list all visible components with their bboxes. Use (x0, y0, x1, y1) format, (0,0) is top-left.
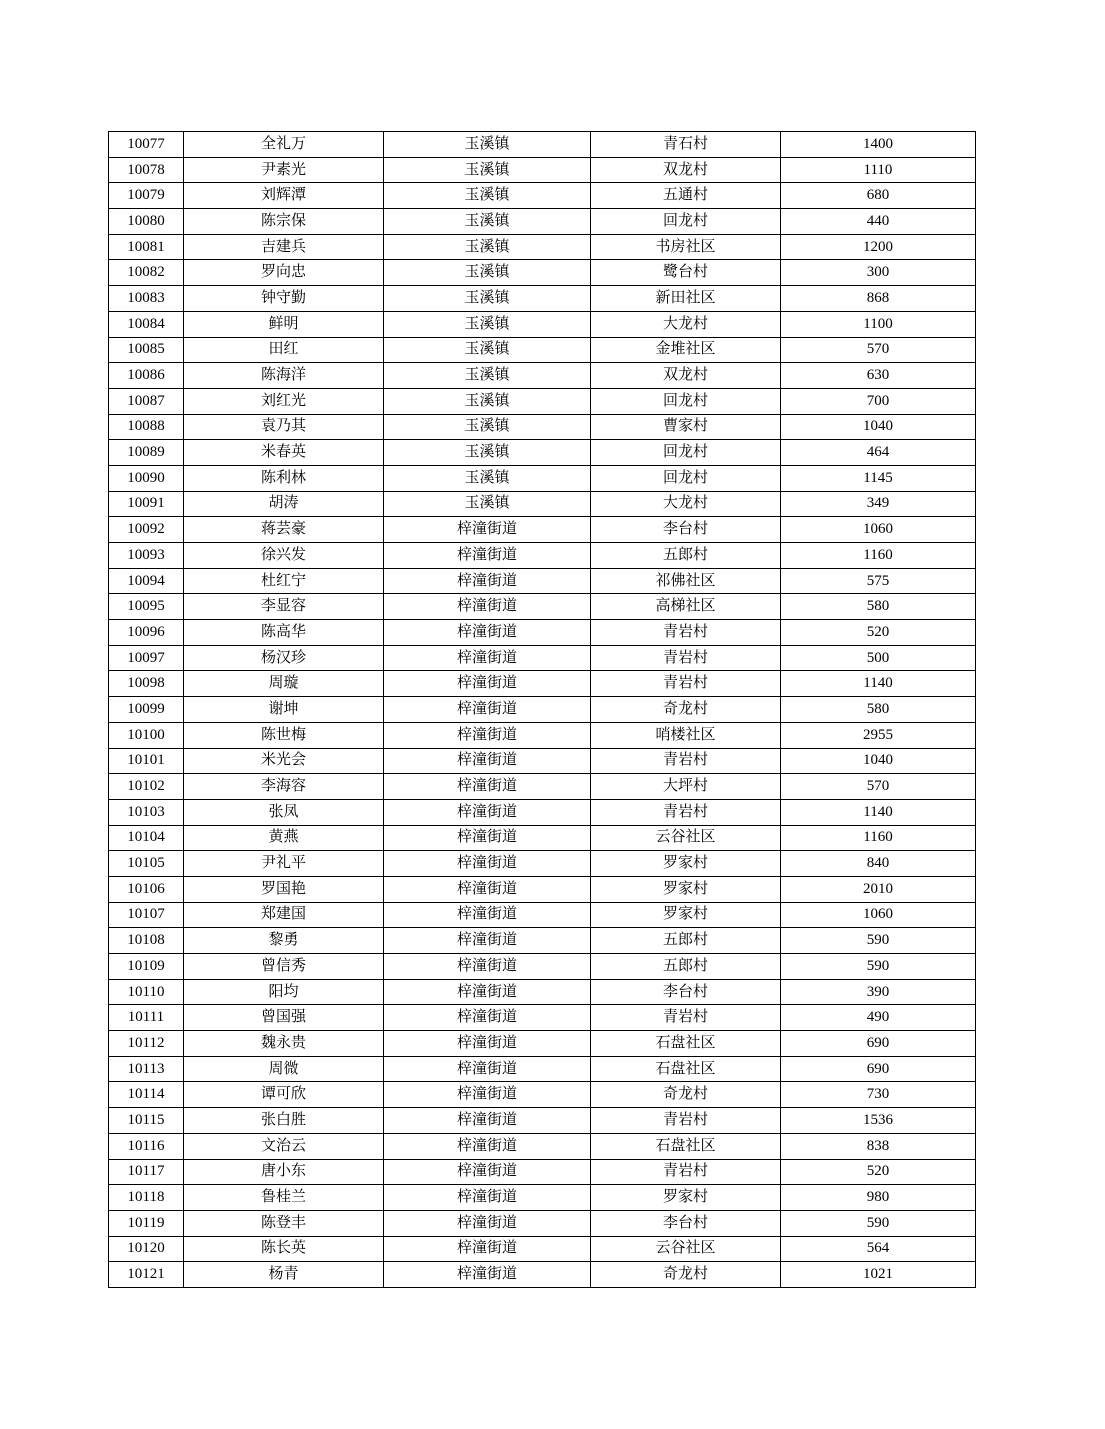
table-row (109, 928, 976, 954)
cell-village: 罗家村 (591, 902, 781, 928)
cell-amount: 840 (781, 851, 976, 877)
cell-town: 梓潼街道 (384, 851, 591, 877)
cell-village: 新田社区 (591, 286, 781, 312)
cell-name: 文治云 (184, 1133, 384, 1159)
cell-id: 10119 (109, 1210, 184, 1236)
cell-id: 10090 (109, 465, 184, 491)
table-row (109, 363, 976, 389)
cell-name: 尹素光 (184, 157, 384, 183)
cell-name: 吉建兵 (184, 234, 384, 260)
table-row (109, 645, 976, 671)
cell-id: 10118 (109, 1185, 184, 1211)
table-row (109, 979, 976, 1005)
cell-village: 石盘社区 (591, 1133, 781, 1159)
table-row (109, 286, 976, 312)
cell-id: 10081 (109, 234, 184, 260)
cell-amount: 1140 (781, 671, 976, 697)
cell-town: 梓潼街道 (384, 568, 591, 594)
cell-amount: 730 (781, 1082, 976, 1108)
cell-village: 青岩村 (591, 1159, 781, 1185)
cell-name: 尹礼平 (184, 851, 384, 877)
cell-id: 10078 (109, 157, 184, 183)
cell-name: 周璇 (184, 671, 384, 697)
cell-amount: 1060 (781, 902, 976, 928)
cell-village: 五通村 (591, 183, 781, 209)
cell-town: 梓潼街道 (384, 979, 591, 1005)
cell-amount: 2955 (781, 722, 976, 748)
table-row (109, 722, 976, 748)
cell-amount: 464 (781, 440, 976, 466)
cell-village: 书房社区 (591, 234, 781, 260)
cell-name: 曾国强 (184, 1005, 384, 1031)
cell-name: 罗国艳 (184, 876, 384, 902)
table-row (109, 1056, 976, 1082)
table-row (109, 620, 976, 646)
cell-amount: 690 (781, 1031, 976, 1057)
cell-name: 杜红宁 (184, 568, 384, 594)
cell-amount: 1040 (781, 414, 976, 440)
cell-amount: 520 (781, 1159, 976, 1185)
cell-name: 陈长英 (184, 1236, 384, 1262)
cell-village: 哨楼社区 (591, 722, 781, 748)
table-row (109, 1210, 976, 1236)
cell-village: 大坪村 (591, 774, 781, 800)
cell-village: 五郎村 (591, 954, 781, 980)
table-row (109, 183, 976, 209)
cell-town: 梓潼街道 (384, 1133, 591, 1159)
cell-name: 钟守勤 (184, 286, 384, 312)
cell-name: 陈登丰 (184, 1210, 384, 1236)
cell-town: 玉溪镇 (384, 491, 591, 517)
cell-name: 袁乃其 (184, 414, 384, 440)
cell-town: 玉溪镇 (384, 234, 591, 260)
cell-village: 回龙村 (591, 440, 781, 466)
records-table-body (109, 132, 976, 1288)
table-row (109, 799, 976, 825)
table-row (109, 157, 976, 183)
cell-id: 10099 (109, 697, 184, 723)
cell-name: 阳均 (184, 979, 384, 1005)
cell-town: 玉溪镇 (384, 465, 591, 491)
cell-id: 10106 (109, 876, 184, 902)
cell-amount: 590 (781, 928, 976, 954)
cell-id: 10092 (109, 517, 184, 543)
cell-town: 玉溪镇 (384, 286, 591, 312)
cell-id: 10105 (109, 851, 184, 877)
cell-amount: 440 (781, 209, 976, 235)
cell-village: 青岩村 (591, 620, 781, 646)
cell-village: 回龙村 (591, 388, 781, 414)
cell-village: 回龙村 (591, 209, 781, 235)
cell-amount: 630 (781, 363, 976, 389)
cell-name: 刘辉潭 (184, 183, 384, 209)
cell-amount: 590 (781, 1210, 976, 1236)
table-row (109, 1031, 976, 1057)
table-row (109, 414, 976, 440)
table-row (109, 954, 976, 980)
cell-name: 陈世梅 (184, 722, 384, 748)
cell-amount: 1200 (781, 234, 976, 260)
cell-name: 徐兴发 (184, 543, 384, 569)
cell-amount: 1536 (781, 1108, 976, 1134)
cell-town: 玉溪镇 (384, 209, 591, 235)
table-row (109, 1159, 976, 1185)
cell-town: 梓潼街道 (384, 774, 591, 800)
cell-town: 玉溪镇 (384, 260, 591, 286)
table-row (109, 260, 976, 286)
cell-amount: 1100 (781, 311, 976, 337)
cell-amount: 520 (781, 620, 976, 646)
cell-village: 李台村 (591, 1210, 781, 1236)
cell-village: 罗家村 (591, 1185, 781, 1211)
cell-amount: 838 (781, 1133, 976, 1159)
cell-id: 10098 (109, 671, 184, 697)
cell-id: 10086 (109, 363, 184, 389)
cell-amount: 1140 (781, 799, 976, 825)
cell-village: 五郎村 (591, 928, 781, 954)
table-row (109, 1236, 976, 1262)
table-row (109, 1133, 976, 1159)
table-row (109, 388, 976, 414)
cell-id: 10120 (109, 1236, 184, 1262)
cell-town: 梓潼街道 (384, 1082, 591, 1108)
cell-id: 10110 (109, 979, 184, 1005)
cell-id: 10121 (109, 1262, 184, 1288)
cell-name: 陈海洋 (184, 363, 384, 389)
table-row (109, 568, 976, 594)
cell-town: 玉溪镇 (384, 132, 591, 158)
cell-id: 10089 (109, 440, 184, 466)
cell-town: 玉溪镇 (384, 157, 591, 183)
cell-town: 梓潼街道 (384, 1236, 591, 1262)
cell-town: 梓潼街道 (384, 1210, 591, 1236)
cell-name: 田红 (184, 337, 384, 363)
cell-town: 梓潼街道 (384, 697, 591, 723)
cell-town: 梓潼街道 (384, 902, 591, 928)
table-row (109, 209, 976, 235)
cell-village: 双龙村 (591, 157, 781, 183)
cell-amount: 580 (781, 594, 976, 620)
cell-amount: 1110 (781, 157, 976, 183)
cell-town: 玉溪镇 (384, 388, 591, 414)
table-row (109, 1262, 976, 1288)
table-row (109, 1082, 976, 1108)
cell-name: 杨青 (184, 1262, 384, 1288)
table-row (109, 491, 976, 517)
cell-name: 全礼万 (184, 132, 384, 158)
cell-village: 大龙村 (591, 491, 781, 517)
cell-town: 梓潼街道 (384, 645, 591, 671)
cell-town: 梓潼街道 (384, 1185, 591, 1211)
table-row (109, 132, 976, 158)
cell-amount: 1021 (781, 1262, 976, 1288)
cell-id: 10107 (109, 902, 184, 928)
cell-id: 10085 (109, 337, 184, 363)
cell-town: 玉溪镇 (384, 414, 591, 440)
cell-id: 10117 (109, 1159, 184, 1185)
cell-town: 梓潼街道 (384, 594, 591, 620)
cell-id: 10108 (109, 928, 184, 954)
cell-town: 梓潼街道 (384, 876, 591, 902)
cell-village: 祁佛社区 (591, 568, 781, 594)
cell-town: 梓潼街道 (384, 825, 591, 851)
table-row (109, 517, 976, 543)
cell-town: 玉溪镇 (384, 440, 591, 466)
cell-village: 云谷社区 (591, 1236, 781, 1262)
cell-amount: 1040 (781, 748, 976, 774)
cell-name: 唐小东 (184, 1159, 384, 1185)
cell-name: 曾信秀 (184, 954, 384, 980)
cell-village: 奇龙村 (591, 697, 781, 723)
cell-id: 10112 (109, 1031, 184, 1057)
cell-id: 10114 (109, 1082, 184, 1108)
cell-town: 梓潼街道 (384, 1031, 591, 1057)
cell-village: 青岩村 (591, 645, 781, 671)
cell-id: 10113 (109, 1056, 184, 1082)
cell-town: 梓潼街道 (384, 954, 591, 980)
cell-id: 10084 (109, 311, 184, 337)
cell-village: 金堆社区 (591, 337, 781, 363)
cell-village: 高梯社区 (591, 594, 781, 620)
cell-village: 青岩村 (591, 748, 781, 774)
cell-village: 石盘社区 (591, 1056, 781, 1082)
cell-name: 蒋芸豪 (184, 517, 384, 543)
cell-town: 梓潼街道 (384, 1159, 591, 1185)
cell-name: 李海容 (184, 774, 384, 800)
cell-id: 10103 (109, 799, 184, 825)
table-row (109, 1185, 976, 1211)
cell-id: 10077 (109, 132, 184, 158)
cell-amount: 300 (781, 260, 976, 286)
cell-amount: 2010 (781, 876, 976, 902)
cell-town: 梓潼街道 (384, 1262, 591, 1288)
cell-name: 陈利林 (184, 465, 384, 491)
cell-village: 曹家村 (591, 414, 781, 440)
cell-town: 梓潼街道 (384, 748, 591, 774)
table-row (109, 748, 976, 774)
cell-town: 梓潼街道 (384, 928, 591, 954)
cell-id: 10093 (109, 543, 184, 569)
table-row (109, 851, 976, 877)
table-row (109, 1108, 976, 1134)
cell-name: 米春英 (184, 440, 384, 466)
cell-town: 梓潼街道 (384, 517, 591, 543)
cell-id: 10102 (109, 774, 184, 800)
cell-town: 梓潼街道 (384, 671, 591, 697)
cell-name: 杨汉珍 (184, 645, 384, 671)
cell-village: 双龙村 (591, 363, 781, 389)
cell-name: 谢坤 (184, 697, 384, 723)
cell-amount: 564 (781, 1236, 976, 1262)
table-row (109, 902, 976, 928)
cell-amount: 700 (781, 388, 976, 414)
cell-village: 石盘社区 (591, 1031, 781, 1057)
cell-amount: 575 (781, 568, 976, 594)
cell-name: 鲜明 (184, 311, 384, 337)
cell-name: 张凤 (184, 799, 384, 825)
cell-village: 青岩村 (591, 799, 781, 825)
cell-village: 青岩村 (591, 1108, 781, 1134)
cell-name: 刘红光 (184, 388, 384, 414)
cell-name: 郑建国 (184, 902, 384, 928)
records-table (108, 131, 976, 1288)
cell-village: 青石村 (591, 132, 781, 158)
cell-town: 梓潼街道 (384, 543, 591, 569)
cell-id: 10096 (109, 620, 184, 646)
cell-village: 李台村 (591, 979, 781, 1005)
cell-id: 10082 (109, 260, 184, 286)
cell-id: 10101 (109, 748, 184, 774)
cell-id: 10083 (109, 286, 184, 312)
table-row (109, 825, 976, 851)
cell-amount: 590 (781, 954, 976, 980)
cell-amount: 1160 (781, 825, 976, 851)
cell-id: 10079 (109, 183, 184, 209)
cell-id: 10097 (109, 645, 184, 671)
cell-amount: 580 (781, 697, 976, 723)
cell-id: 10087 (109, 388, 184, 414)
table-row (109, 440, 976, 466)
cell-town: 梓潼街道 (384, 620, 591, 646)
cell-town: 玉溪镇 (384, 363, 591, 389)
cell-amount: 690 (781, 1056, 976, 1082)
cell-id: 10111 (109, 1005, 184, 1031)
cell-town: 玉溪镇 (384, 337, 591, 363)
cell-name: 黎勇 (184, 928, 384, 954)
cell-amount: 1400 (781, 132, 976, 158)
cell-name: 周微 (184, 1056, 384, 1082)
cell-name: 李显容 (184, 594, 384, 620)
cell-amount: 980 (781, 1185, 976, 1211)
table-row (109, 1005, 976, 1031)
cell-town: 梓潼街道 (384, 1108, 591, 1134)
cell-name: 胡涛 (184, 491, 384, 517)
cell-amount: 1060 (781, 517, 976, 543)
cell-amount: 570 (781, 337, 976, 363)
cell-id: 10094 (109, 568, 184, 594)
cell-amount: 868 (781, 286, 976, 312)
cell-village: 五郎村 (591, 543, 781, 569)
cell-village: 青岩村 (591, 671, 781, 697)
cell-amount: 349 (781, 491, 976, 517)
cell-town: 梓潼街道 (384, 1056, 591, 1082)
cell-name: 米光会 (184, 748, 384, 774)
cell-id: 10100 (109, 722, 184, 748)
cell-village: 青岩村 (591, 1005, 781, 1031)
cell-amount: 570 (781, 774, 976, 800)
cell-town: 梓潼街道 (384, 799, 591, 825)
cell-name: 张白胜 (184, 1108, 384, 1134)
cell-name: 陈高华 (184, 620, 384, 646)
cell-town: 玉溪镇 (384, 183, 591, 209)
cell-name: 陈宗保 (184, 209, 384, 235)
cell-village: 鹭台村 (591, 260, 781, 286)
cell-amount: 490 (781, 1005, 976, 1031)
table-row (109, 234, 976, 260)
table-row (109, 465, 976, 491)
cell-id: 10091 (109, 491, 184, 517)
cell-amount: 1160 (781, 543, 976, 569)
table-row (109, 876, 976, 902)
cell-name: 黄燕 (184, 825, 384, 851)
table-row (109, 311, 976, 337)
cell-amount: 500 (781, 645, 976, 671)
cell-name: 谭可欣 (184, 1082, 384, 1108)
cell-name: 魏永贵 (184, 1031, 384, 1057)
cell-village: 罗家村 (591, 851, 781, 877)
cell-id: 10095 (109, 594, 184, 620)
cell-village: 回龙村 (591, 465, 781, 491)
table-row (109, 671, 976, 697)
cell-id: 10109 (109, 954, 184, 980)
cell-village: 奇龙村 (591, 1262, 781, 1288)
cell-name: 罗向忠 (184, 260, 384, 286)
cell-id: 10088 (109, 414, 184, 440)
cell-town: 玉溪镇 (384, 311, 591, 337)
cell-village: 李台村 (591, 517, 781, 543)
cell-amount: 680 (781, 183, 976, 209)
cell-village: 奇龙村 (591, 1082, 781, 1108)
table-row (109, 697, 976, 723)
table-row (109, 543, 976, 569)
table-row (109, 337, 976, 363)
table-row (109, 774, 976, 800)
cell-town: 梓潼街道 (384, 722, 591, 748)
cell-id: 10115 (109, 1108, 184, 1134)
cell-amount: 1145 (781, 465, 976, 491)
cell-town: 梓潼街道 (384, 1005, 591, 1031)
cell-village: 云谷社区 (591, 825, 781, 851)
cell-id: 10104 (109, 825, 184, 851)
cell-id: 10116 (109, 1133, 184, 1159)
cell-village: 罗家村 (591, 876, 781, 902)
cell-village: 大龙村 (591, 311, 781, 337)
cell-name: 鲁桂兰 (184, 1185, 384, 1211)
table-row (109, 594, 976, 620)
cell-id: 10080 (109, 209, 184, 235)
cell-amount: 390 (781, 979, 976, 1005)
